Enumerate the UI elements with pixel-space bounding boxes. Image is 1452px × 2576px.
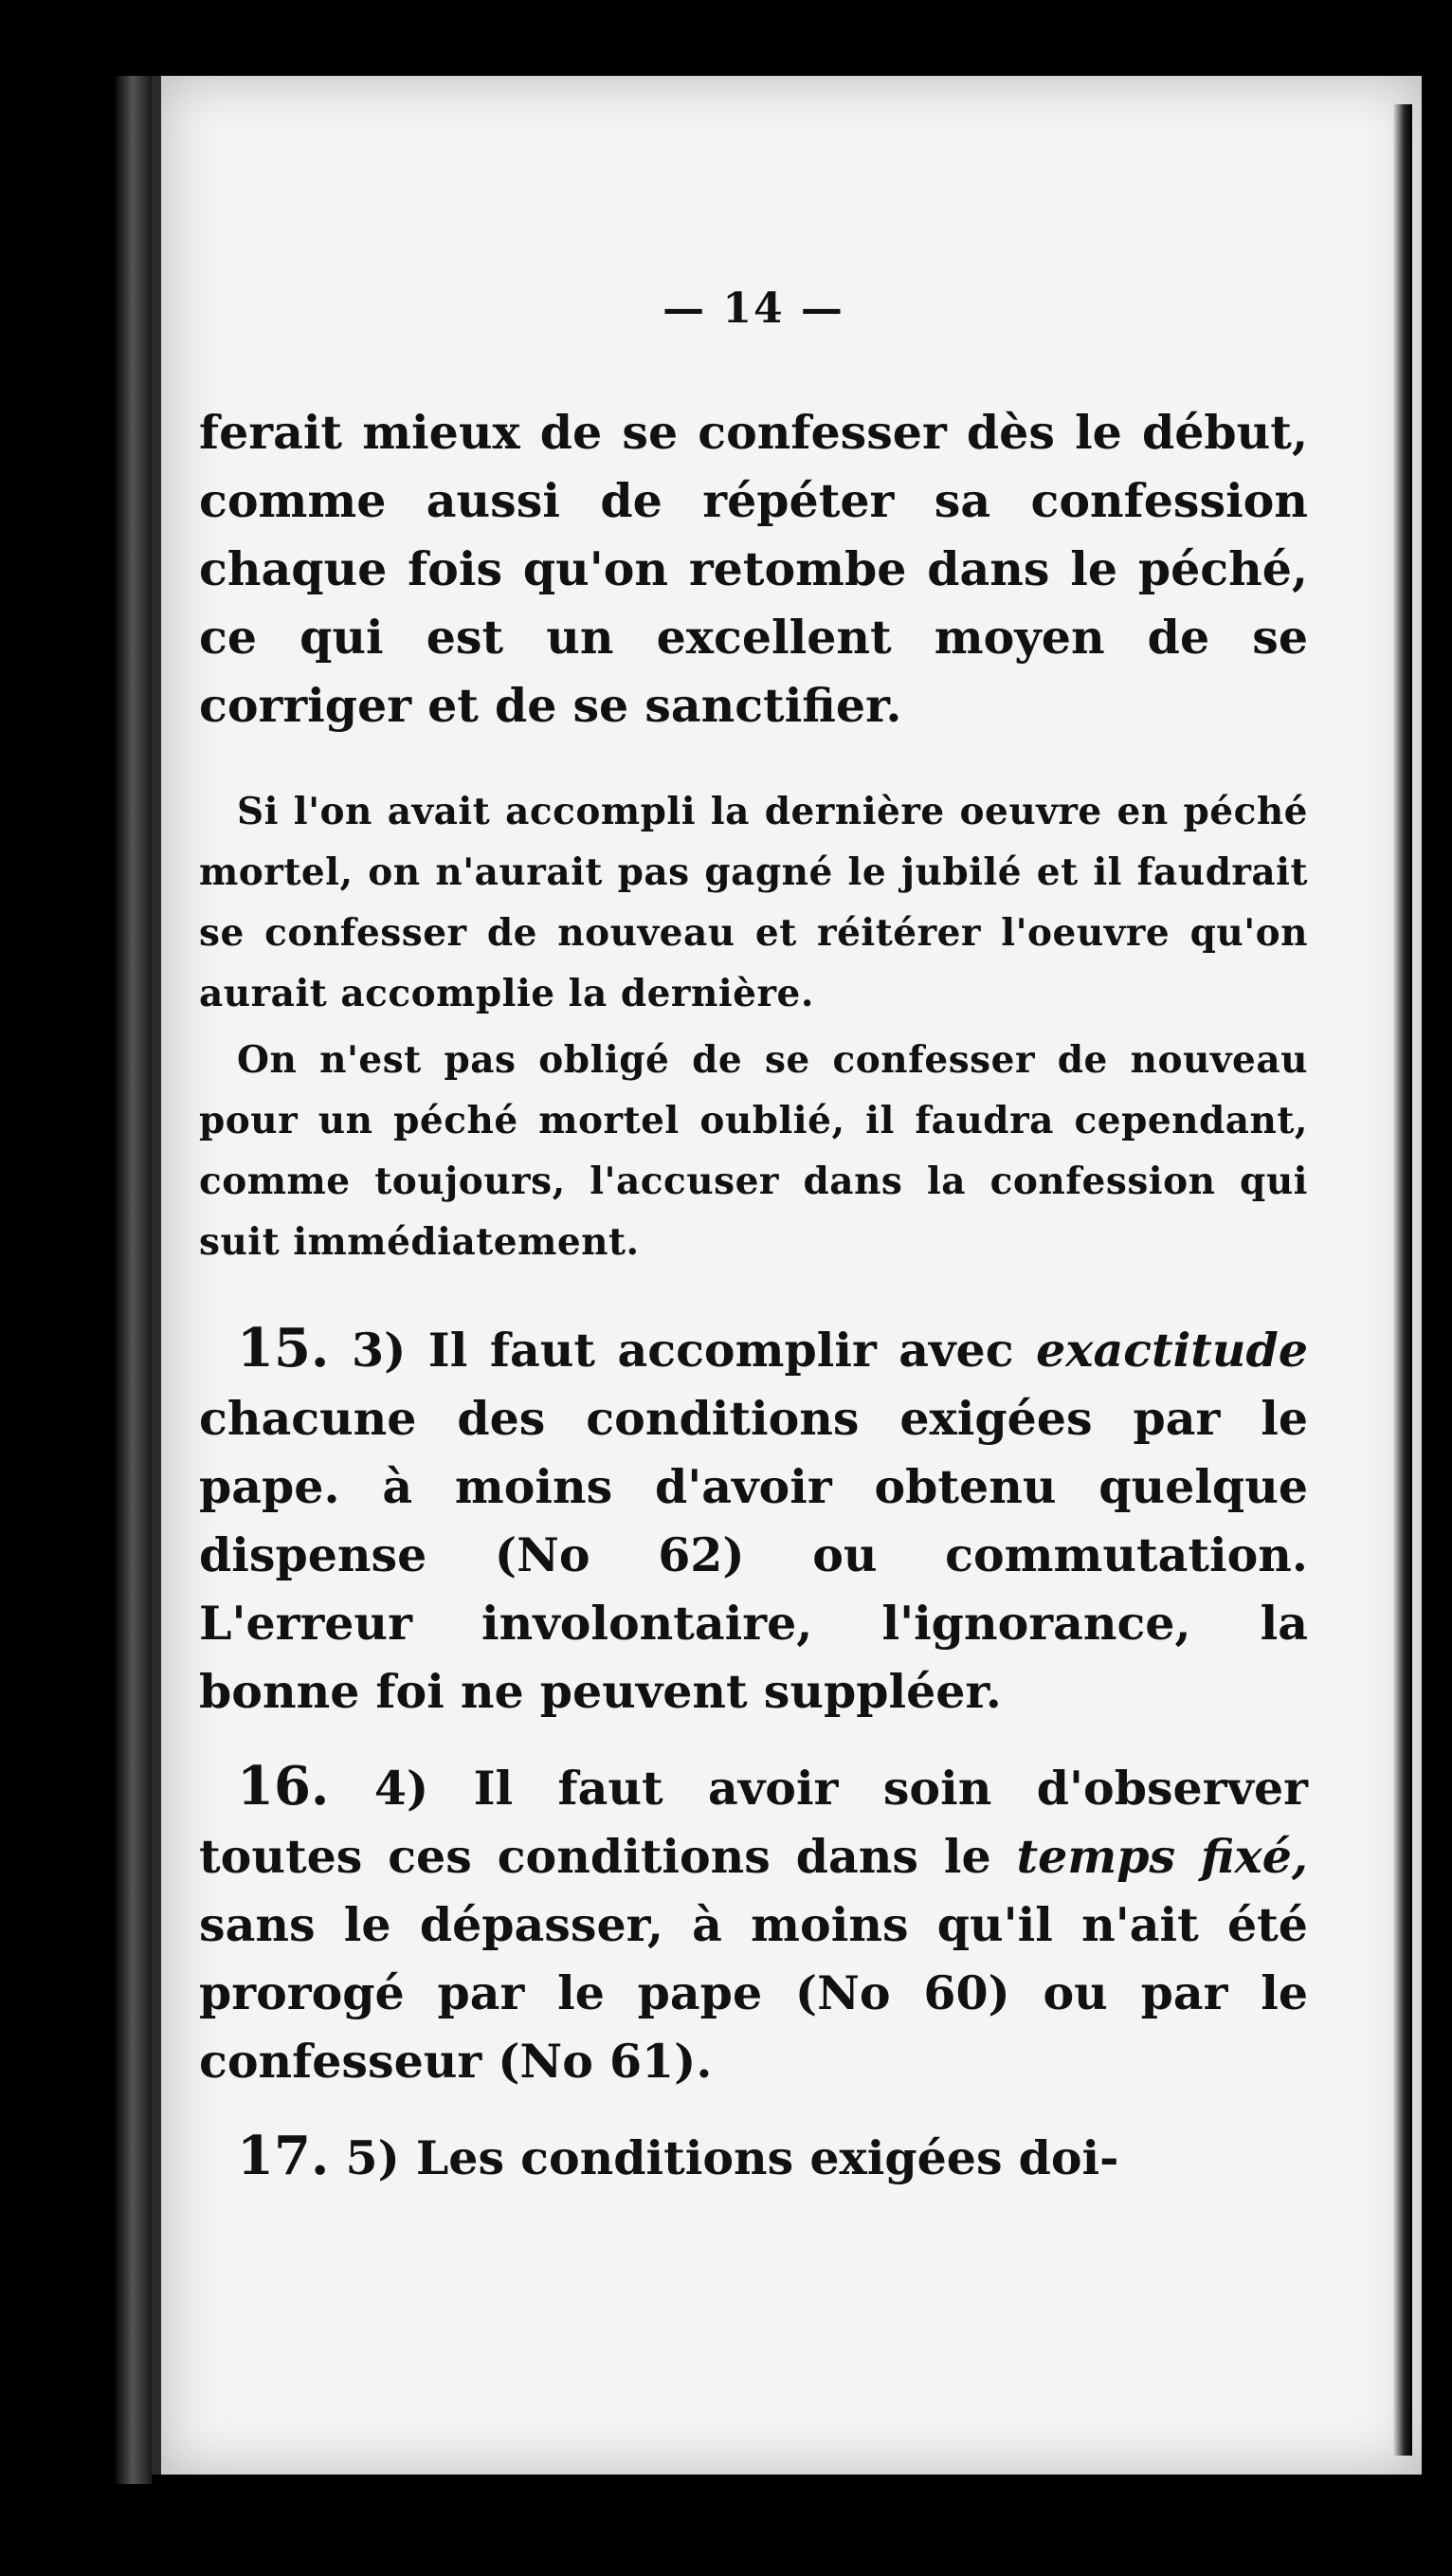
section-emphasis: exactitude: [1036, 1323, 1308, 1378]
body-text: [199, 398, 1308, 2192]
section-16: [199, 1752, 1308, 2095]
section-number: 15.: [237, 1317, 330, 1379]
section-lead: 4) Il faut avoir soin d'observer toutes ces conditions dans le: [199, 1761, 1308, 1884]
paragraph-note-last-work: Si l'on avait accompli la dernière oeuvre en péché mortel, on n'aurait pas gagné le jubilé et il faudrait se confesser de nouveau et réitérer l'oeuvre qu'on aurait accomplie la dernière.: [199, 790, 1308, 1015]
paragraph-continuation: ferait mieux de se confesser dès le début, comme aussi de répéter sa confession chaque fois qu'on retombe dans le péché, ce qui est un excellent moyen de se corriger et de se sanctifier.: [199, 405, 1308, 733]
section-number: 17.: [237, 2125, 330, 2187]
section-emphasis: temps fixé,: [1016, 1829, 1308, 1884]
section-rest: sans le dépasser, à moins qu'il n'ait été prorogé par le pape (No 60) ou par le confesseur (No 61).: [199, 1897, 1308, 2089]
section-lead: 5) Les conditions exigées doi-: [345, 2130, 1119, 2185]
section-15: [199, 1314, 1308, 1726]
section-17: [199, 2122, 1308, 2192]
section-rest: chacune des conditions exigées par le pape. à moins d'avoir obtenu quelque dispense (No 62) ou commutation. L'erreur involontaire, l'ignorance, la bonne foi ne peuvent suppléer.: [199, 1391, 1308, 1719]
page-number: — 14 —: [662, 284, 844, 333]
book-binding-edge: [114, 76, 152, 2484]
section-lead: 3) Il faut accomplir avec: [351, 1323, 1014, 1378]
page-edge-right: [1393, 104, 1412, 2456]
section-number: 16.: [237, 1755, 330, 1818]
paragraph-note-forgotten-sin: On n'est pas obligé de se confesser de nouveau pour un péché mortel oublié, il faudra cependant, comme toujours, l'accuser dans la confession qui suit immédiatement.: [199, 1038, 1308, 1264]
